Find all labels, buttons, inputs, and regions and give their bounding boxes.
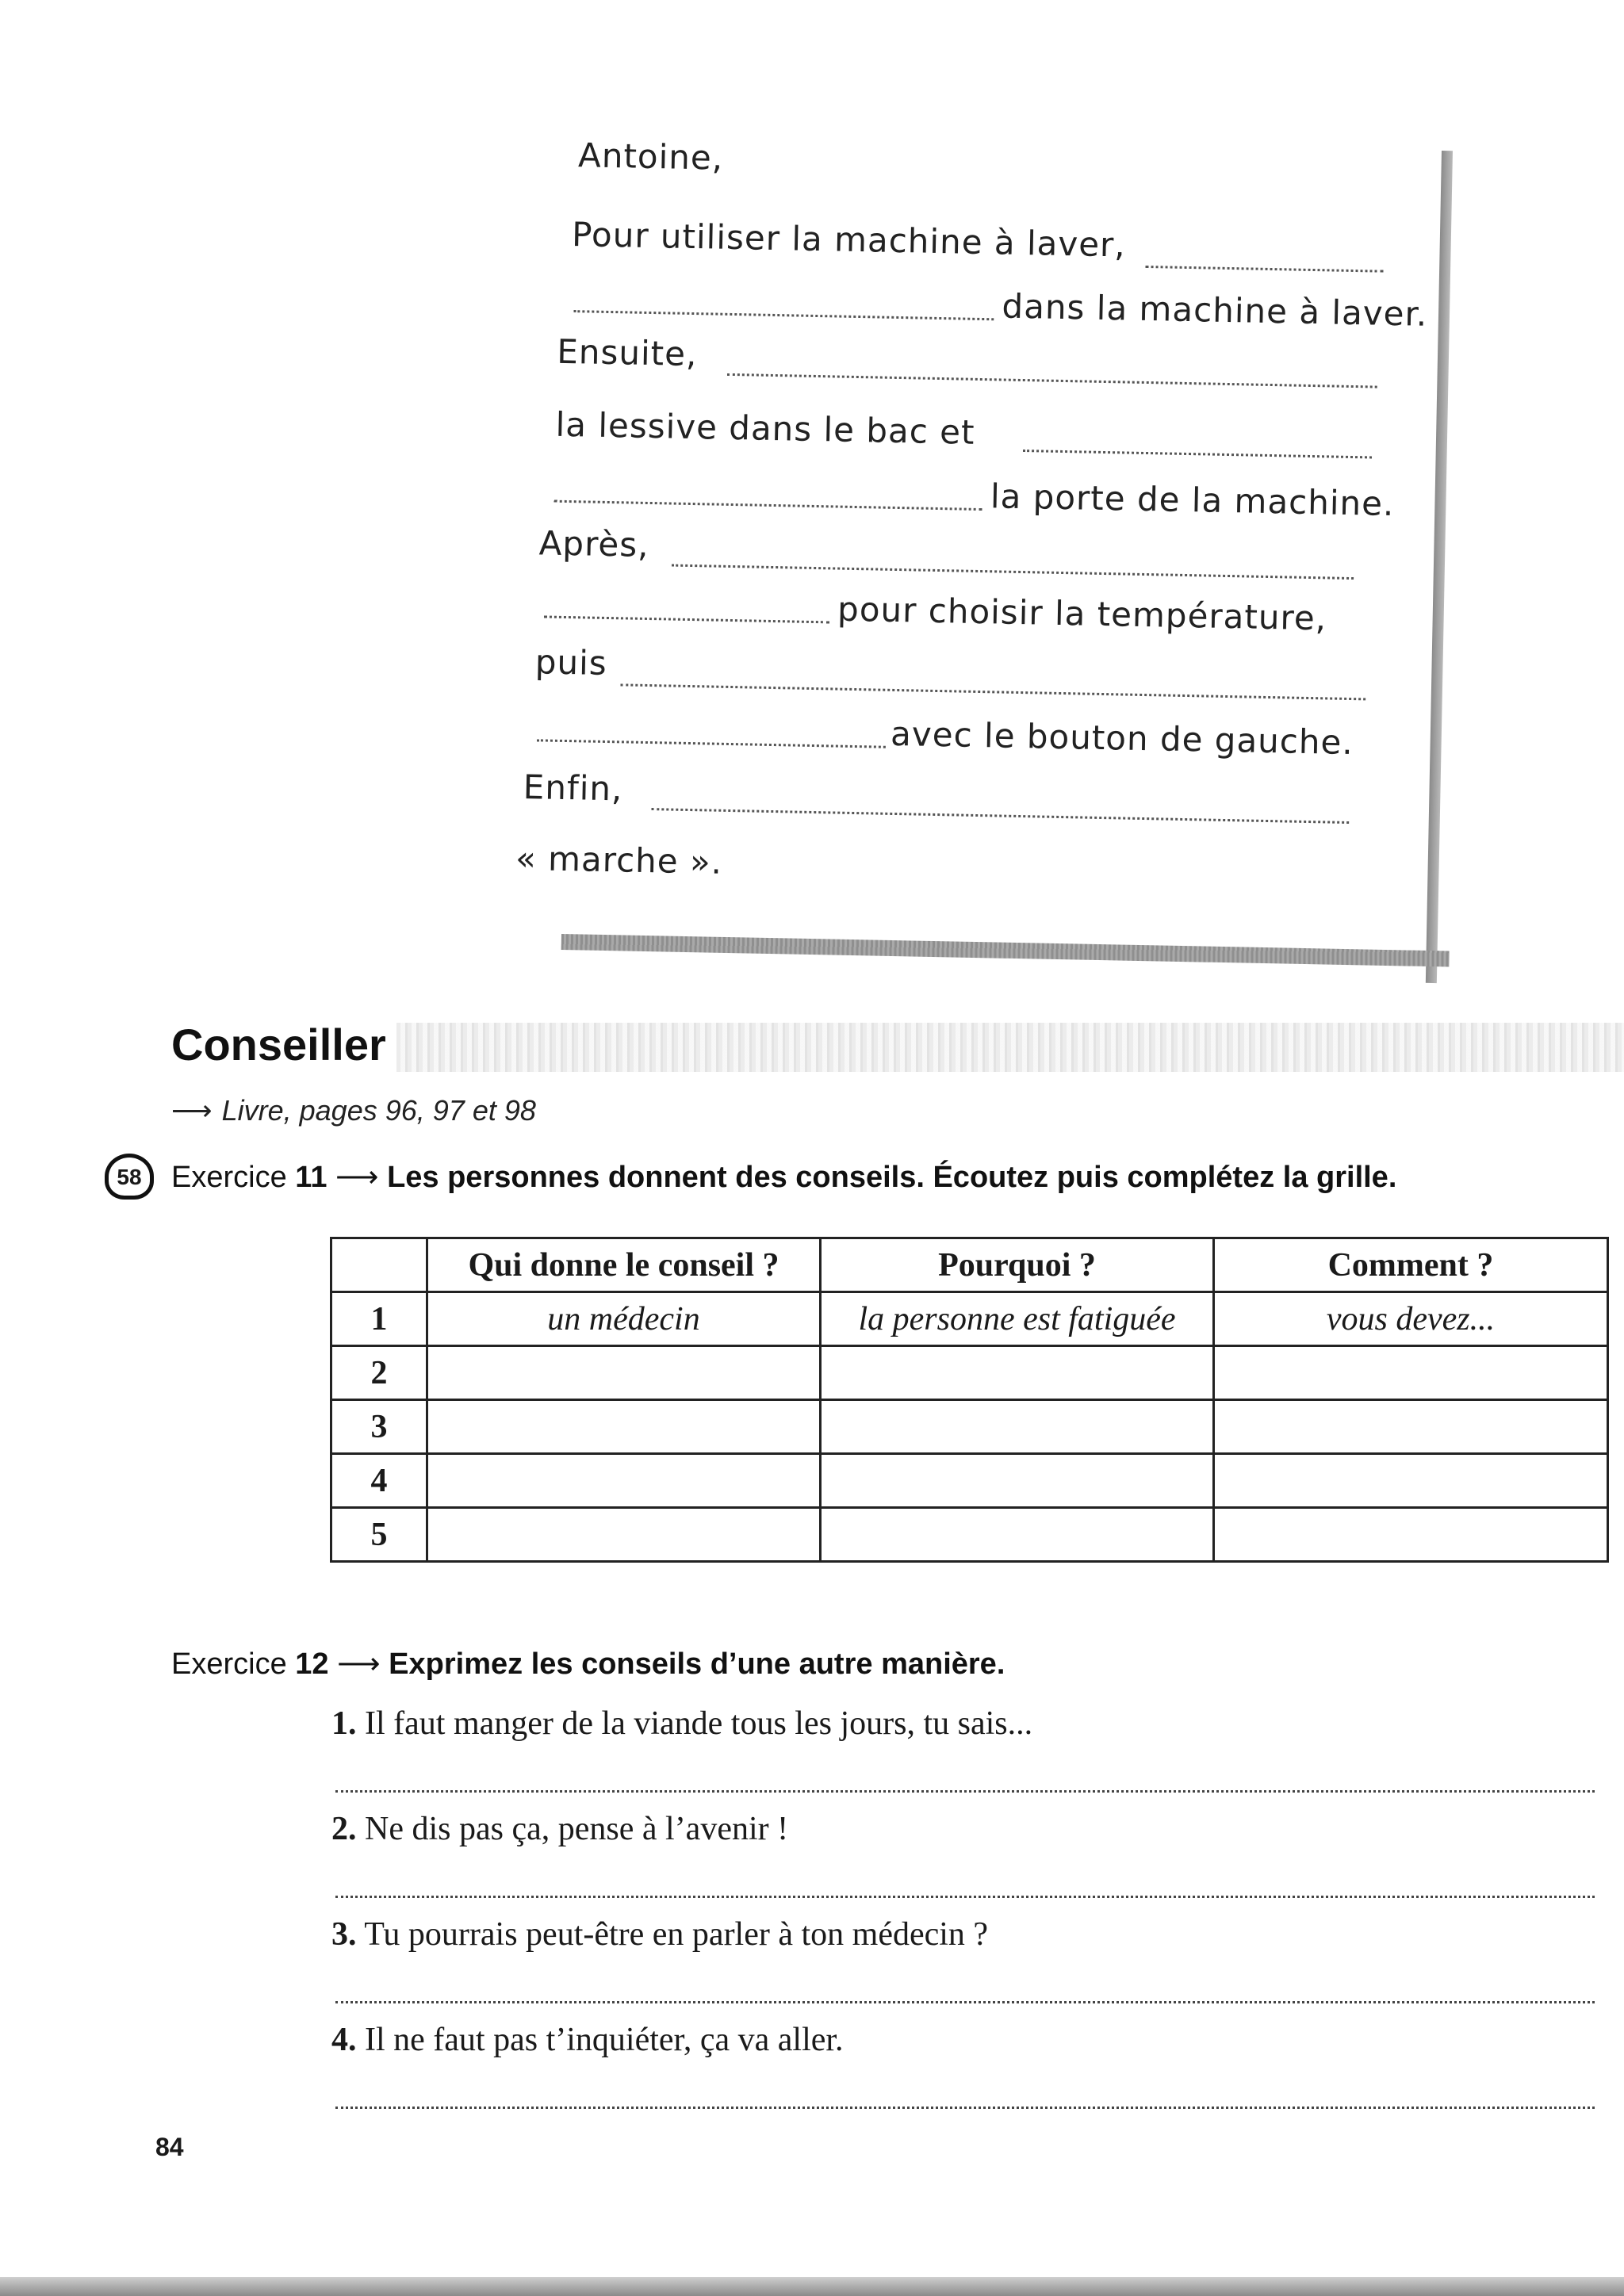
note-line-6: Après, (538, 523, 649, 564)
question-3 (331, 1915, 988, 1954)
audio-track-icon[interactable]: 58 (105, 1154, 154, 1200)
table-header: Comment ? (1214, 1238, 1608, 1292)
exercise-label: Exercice (171, 1647, 287, 1681)
book-reference (171, 1094, 536, 1127)
fill-blank-8[interactable] (620, 683, 1365, 700)
note-line-10: Enfin, (523, 767, 623, 809)
question-number: 3. (331, 1916, 357, 1953)
question-number: 4. (331, 2022, 357, 2058)
table-cell: vous devez... (1214, 1292, 1608, 1346)
table-cell[interactable] (427, 1508, 821, 1562)
row-number: 2 (331, 1346, 427, 1400)
table-cell[interactable] (427, 1346, 821, 1400)
answer-line-4[interactable] (335, 2107, 1595, 2109)
note-greeting: Antoine, (577, 136, 724, 178)
table-cell[interactable] (821, 1454, 1214, 1508)
row-number: 5 (331, 1508, 427, 1562)
fill-blank-3[interactable] (727, 373, 1377, 388)
fill-blank-5[interactable] (554, 500, 982, 511)
note-line-2: dans la machine à laver. (1002, 286, 1428, 334)
table-cell[interactable] (1214, 1346, 1608, 1400)
table-cell[interactable] (427, 1400, 821, 1454)
table-header: Pourquoi ? (821, 1238, 1214, 1292)
question-number: 2. (331, 1811, 357, 1847)
table-cell[interactable] (1214, 1508, 1608, 1562)
table-cell[interactable] (821, 1346, 1214, 1400)
fill-blank-4[interactable] (1023, 450, 1372, 458)
question-text: Il ne faut pas t’inquiéter, ça va aller. (365, 2022, 844, 2058)
exercise-11-heading (171, 1159, 1396, 1195)
question-4 (331, 2021, 844, 2059)
note-line-3: Ensuite, (556, 331, 698, 374)
question-text: Tu pourrais peut-être en parler à ton médecin ? (364, 1916, 989, 1953)
table-row (331, 1346, 1608, 1400)
exercise-instruction: Les personnes donnent des conseils. Écoutez puis complétez la grille. (387, 1161, 1397, 1194)
table-row (331, 1400, 1608, 1454)
table-cell: la personne est fatiguée (821, 1292, 1214, 1346)
note-card-shadow-right (1426, 151, 1453, 983)
arrow-icon: ⟶ (335, 1161, 379, 1194)
exercise-number: 11 (295, 1161, 327, 1194)
exercise-label: Exercice (171, 1161, 287, 1194)
exercise-number: 12 (295, 1647, 329, 1681)
exercise-instruction: Exprimez les conseils d’une autre manière. (389, 1647, 1005, 1681)
question-number: 1. (331, 1705, 357, 1742)
answer-line-3[interactable] (335, 2001, 1595, 2003)
question-1 (331, 1705, 1032, 1743)
table-cell[interactable] (1214, 1400, 1608, 1454)
note-line-5: la porte de la machine. (990, 476, 1395, 524)
fill-blank-6[interactable] (672, 564, 1354, 580)
fill-blank-7[interactable] (544, 615, 829, 623)
section-header-band (396, 1023, 1624, 1072)
table-row (331, 1292, 1608, 1346)
fill-blank-10[interactable] (651, 808, 1349, 824)
note-line-1: Pour utiliser la machine à laver, (571, 215, 1127, 265)
answer-line-1[interactable] (335, 1790, 1595, 1793)
table-row (331, 1508, 1608, 1562)
table-cell[interactable] (427, 1454, 821, 1508)
book-reference-text: Livre, pages 96, 97 et 98 (221, 1094, 536, 1127)
note-line-11: « marche ». (515, 838, 723, 882)
fill-blank-1[interactable] (1146, 266, 1384, 273)
fill-blank-2[interactable] (573, 310, 994, 320)
row-number: 1 (331, 1292, 427, 1346)
table-cell[interactable] (821, 1508, 1214, 1562)
question-text: Ne dis pas ça, pense à l’avenir ! (365, 1811, 789, 1847)
note-line-7: pour choisir la température, (837, 589, 1327, 638)
row-number: 3 (331, 1400, 427, 1454)
exercise-12-heading (171, 1646, 1005, 1682)
note-line-4: la lessive dans le bac et (555, 404, 975, 452)
row-number: 4 (331, 1454, 427, 1508)
question-2 (331, 1810, 788, 1848)
arrow-icon: ⟶ (337, 1647, 381, 1681)
table-row (331, 1454, 1608, 1508)
handwritten-note (514, 119, 1428, 968)
section-title: Conseiller (171, 1019, 394, 1070)
table-header: Qui donne le conseil ? (427, 1238, 821, 1292)
table-cell[interactable] (821, 1400, 1214, 1454)
scan-edge (0, 2277, 1624, 2296)
answer-grid (330, 1237, 1609, 1563)
table-header-row (331, 1238, 1608, 1292)
table-cell[interactable] (1214, 1454, 1608, 1508)
answer-line-2[interactable] (335, 1896, 1595, 1898)
table-header (331, 1238, 427, 1292)
question-text: Il faut manger de la viande tous les jours, tu sais... (365, 1705, 1033, 1742)
note-line-9: avec le bouton de gauche. (890, 714, 1354, 763)
page-number: 84 (155, 2133, 184, 2161)
table-cell: un médecin (427, 1292, 821, 1346)
arrow-icon: ⟶ (171, 1094, 213, 1127)
fill-blank-9[interactable] (537, 739, 886, 748)
note-line-8: puis (534, 642, 608, 683)
